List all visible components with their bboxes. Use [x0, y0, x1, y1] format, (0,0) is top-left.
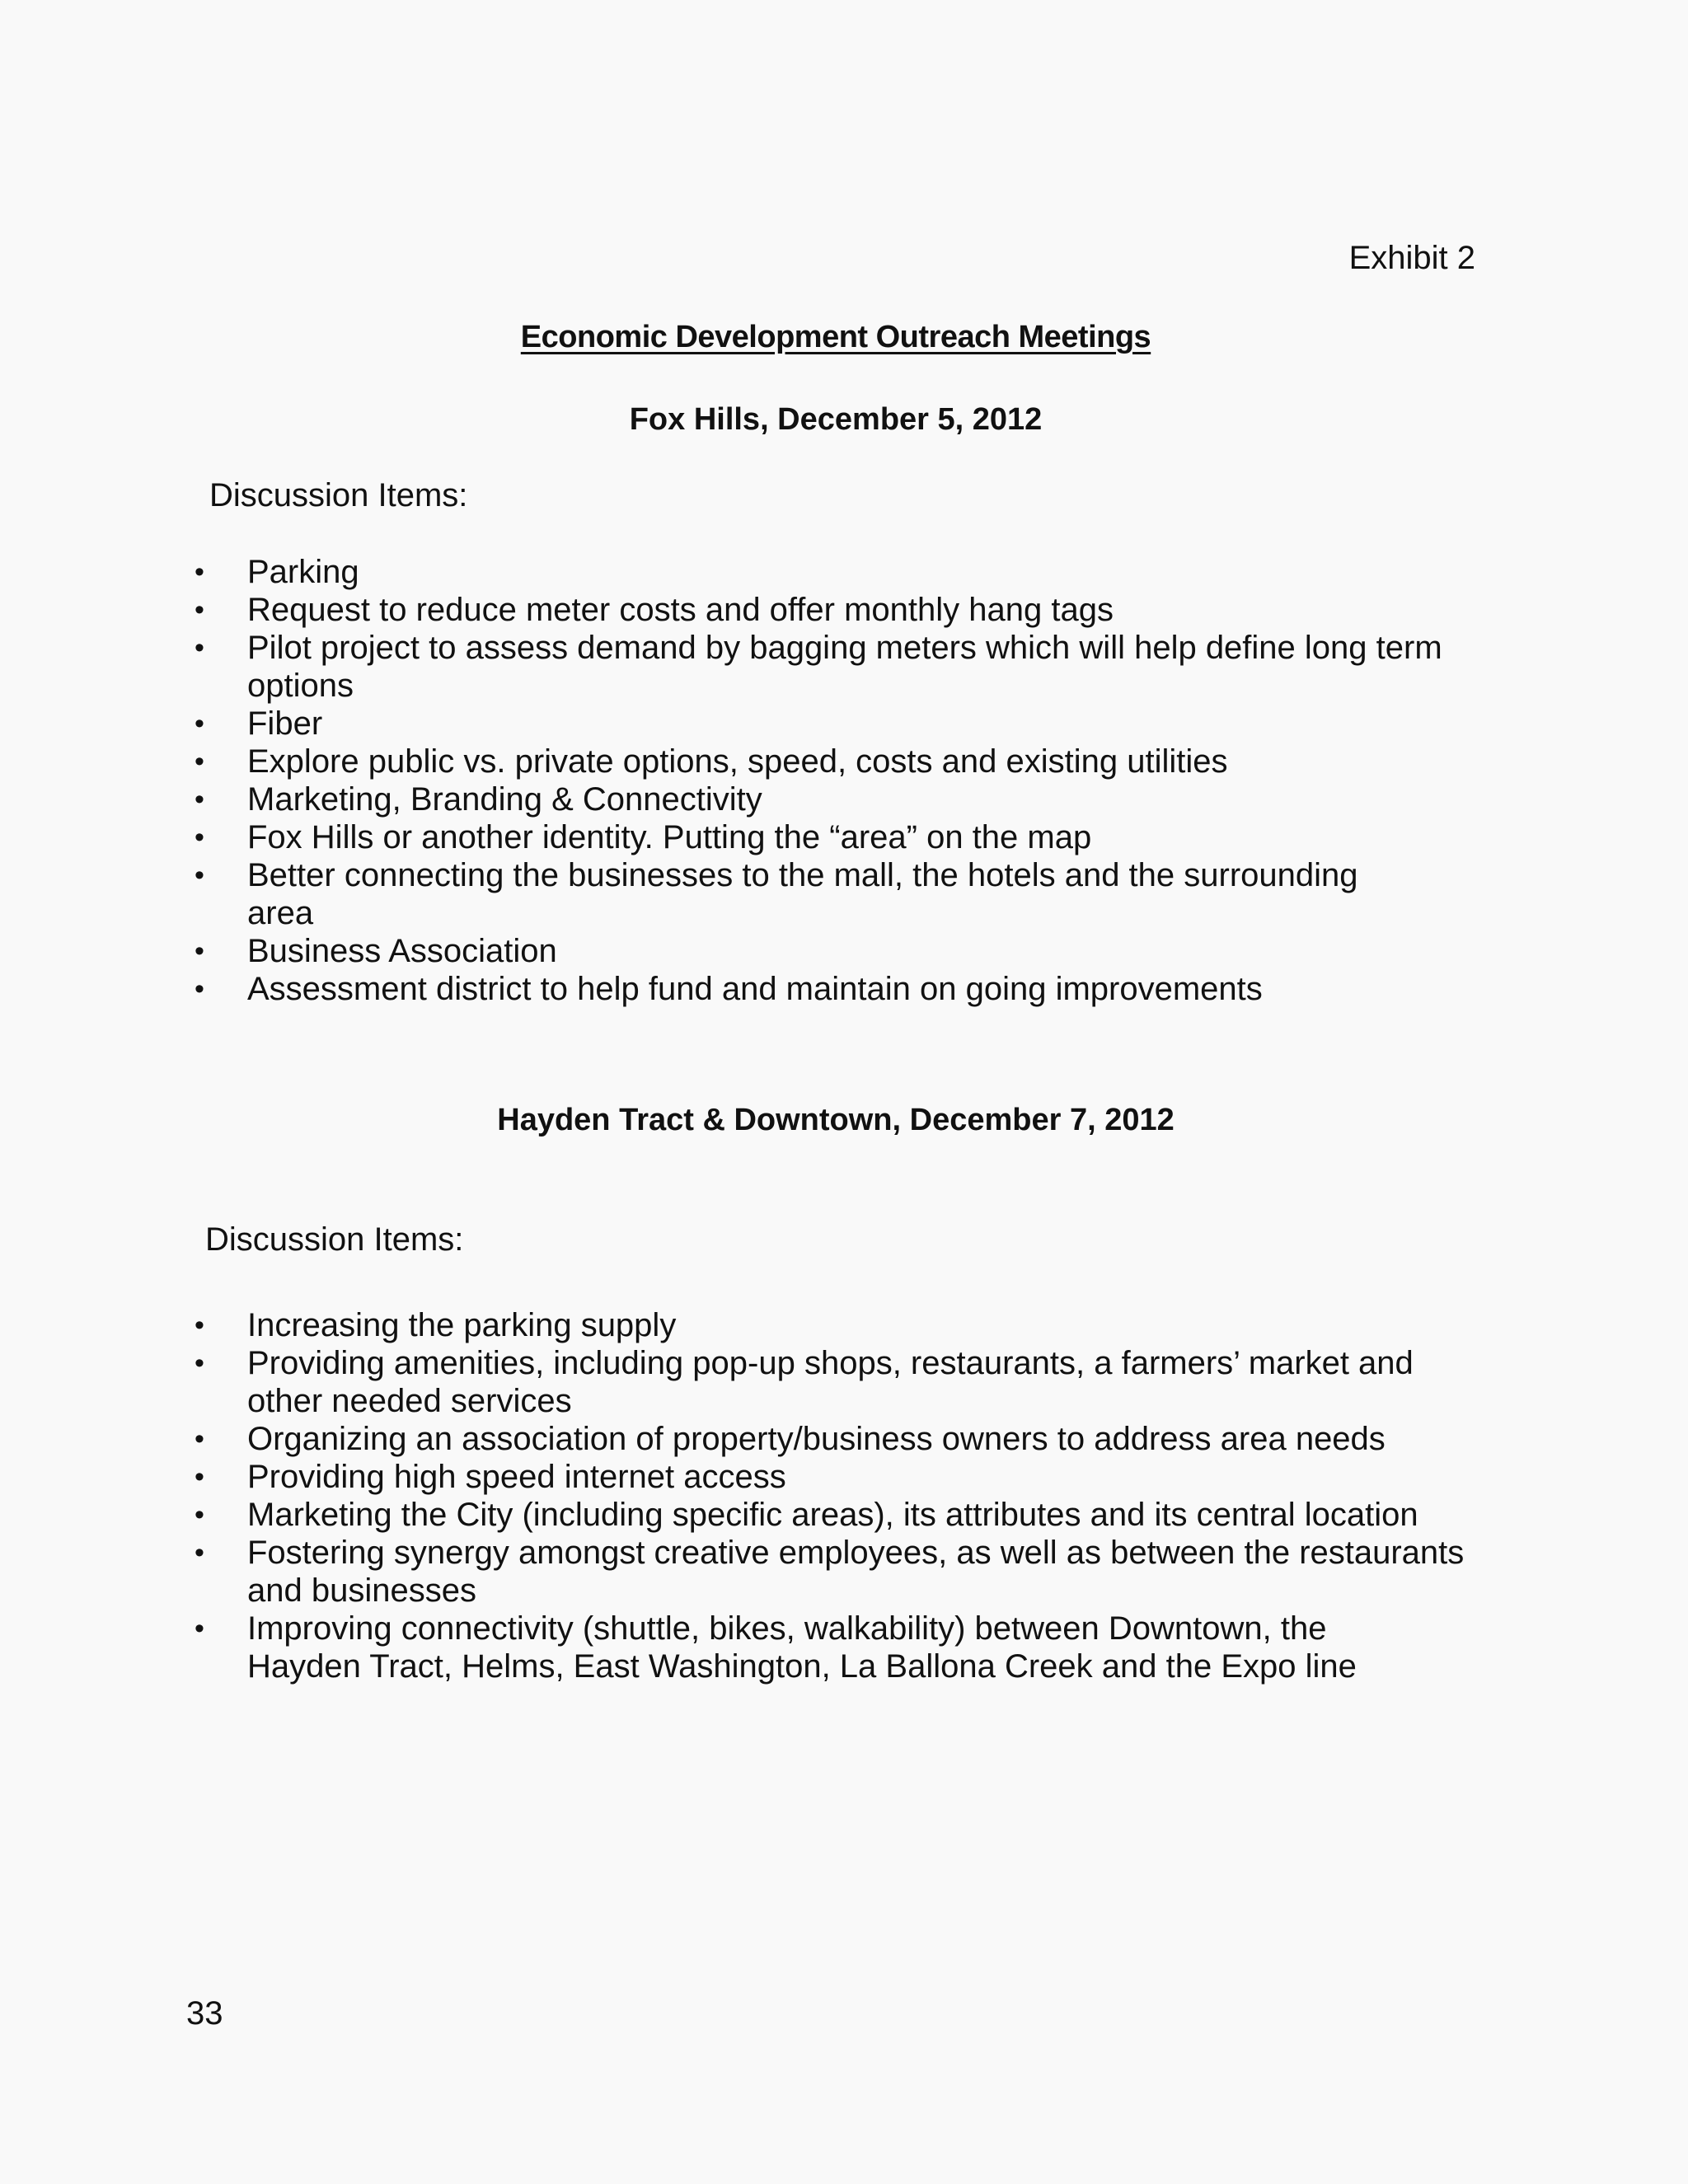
list-item: • Providing high speed internet access — [0, 1458, 1500, 1496]
list-item: • Better connecting the businesses to the mall, the hotels and the surrounding area — [0, 856, 1500, 932]
list-item: • Pilot project to assess demand by bagging meters which will help define long term options — [0, 629, 1500, 705]
section-heading-fox-hills: Fox Hills, December 5, 2012 — [629, 402, 1043, 437]
list-item: • Fiber — [0, 705, 1500, 743]
document-title: Economic Development Outreach Meetings — [520, 320, 1151, 354]
list-item: • Marketing the City (including specific areas), its attributes and its central location — [0, 1496, 1500, 1534]
bullet-list-hayden-tract — [0, 1306, 1500, 1685]
list-item: • Fox Hills or another identity. Putting the “area” on the map — [0, 818, 1500, 856]
discussion-label-hayden-tract: Discussion Items: — [205, 1221, 464, 1258]
list-item: • Increasing the parking supply — [0, 1306, 1500, 1344]
section-heading-hayden-tract: Hayden Tract & Downtown, December 7, 2012 — [497, 1103, 1175, 1137]
list-item: • Request to reduce meter costs and offer monthly hang tags — [0, 591, 1500, 629]
page-number: 33 — [186, 1995, 223, 2032]
list-item: • Fostering synergy amongst creative employees, as well as between the restaurants and businesses — [0, 1534, 1500, 1610]
list-item: • Providing amenities, including pop-up shops, restaurants, a farmers’ market and other needed services — [0, 1344, 1500, 1420]
discussion-label-fox-hills: Discussion Items: — [209, 477, 468, 513]
list-item: • Business Association — [0, 932, 1500, 970]
list-item: • Assessment district to help fund and maintain on going improvements — [0, 970, 1500, 1008]
list-item: • Marketing, Branding & Connectivity — [0, 780, 1500, 818]
list-item: • Parking — [0, 553, 1500, 591]
exhibit-label: Exhibit 2 — [1348, 240, 1475, 276]
list-item: • Explore public vs. private options, speed, costs and existing utilities — [0, 743, 1500, 780]
list-item: • Improving connectivity (shuttle, bikes, walkability) between Downtown, the Hayden Tract, Helms, East Washington, La Ballona Creek and the Expo line — [0, 1610, 1500, 1685]
list-item: • Organizing an association of property/business owners to address area needs — [0, 1420, 1500, 1458]
bullet-list-fox-hills — [0, 553, 1500, 1008]
